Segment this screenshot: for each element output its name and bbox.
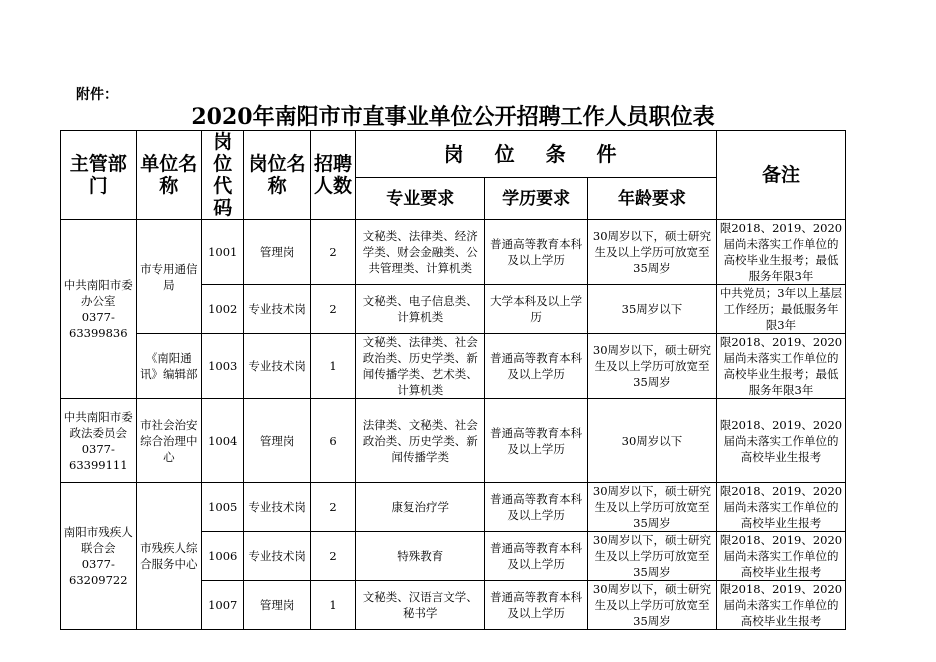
remarks-cell: 中共党员；3年以上基层工作经历；最低服务年限3年 bbox=[716, 285, 845, 334]
code-cell: 1003 bbox=[202, 334, 244, 399]
major-cell: 文秘类、电子信息类、计算机类 bbox=[356, 285, 485, 334]
dept-cell: 南阳市残疾人联合会 0377-63209722 bbox=[61, 483, 137, 630]
post-cell: 管理岗 bbox=[244, 581, 311, 630]
header-count: 招聘人数 bbox=[310, 131, 355, 220]
unit-cell: 市社会治安综合治理中心 bbox=[136, 399, 202, 483]
count-cell: 2 bbox=[310, 483, 355, 532]
unit-cell: 《南阳通讯》编辑部 bbox=[136, 334, 202, 399]
age-cell: 30周岁以下，硕士研究生及以上学历可放宽至35周岁 bbox=[587, 581, 716, 630]
remarks-cell: 限2018、2019、2020届尚未落实工作单位的高校毕业生报考 bbox=[716, 532, 845, 581]
attachment-label: 附件： bbox=[76, 87, 118, 103]
education-cell: 普通高等教育本科及以上学历 bbox=[485, 399, 588, 483]
major-cell: 文秘类、汉语言文学、秘书学 bbox=[356, 581, 485, 630]
remarks-cell: 限2018、2019、2020届尚未落实工作单位的高校毕业生报考 bbox=[716, 483, 845, 532]
table-row bbox=[61, 334, 846, 399]
unit-cell: 市专用通信局 bbox=[136, 220, 202, 334]
age-cell: 30周岁以下，硕士研究生及以上学历可放宽至35周岁 bbox=[587, 334, 716, 399]
post-cell: 专业技术岗 bbox=[244, 334, 311, 399]
education-cell: 大学本科及以上学历 bbox=[485, 285, 588, 334]
header-major: 专业要求 bbox=[356, 178, 485, 220]
count-cell: 2 bbox=[310, 532, 355, 581]
post-cell: 管理岗 bbox=[244, 399, 311, 483]
dept-cell: 中共南阳市委政法委员会 0377-63399111 bbox=[61, 399, 137, 483]
dept-cell: 中共南阳市委办公室 0377-63399836 bbox=[61, 220, 137, 399]
table-row bbox=[61, 220, 846, 285]
count-cell: 2 bbox=[310, 285, 355, 334]
remarks-cell: 限2018、2019、2020届尚未落实工作单位的高校毕业生报考 bbox=[716, 581, 845, 630]
code-cell: 1002 bbox=[202, 285, 244, 334]
major-cell: 康复治疗学 bbox=[356, 483, 485, 532]
major-cell: 特殊教育 bbox=[356, 532, 485, 581]
code-cell: 1004 bbox=[202, 399, 244, 483]
remarks-cell: 限2018、2019、2020届尚未落实工作单位的高校毕业生报考；最低服务年限3年 bbox=[716, 220, 845, 285]
age-cell: 30周岁以下 bbox=[587, 399, 716, 483]
post-cell: 专业技术岗 bbox=[244, 532, 311, 581]
post-cell: 管理岗 bbox=[244, 220, 311, 285]
count-cell: 6 bbox=[310, 399, 355, 483]
table-row bbox=[61, 399, 846, 483]
count-cell: 1 bbox=[310, 334, 355, 399]
education-cell: 普通高等教育本科及以上学历 bbox=[485, 334, 588, 399]
code-cell: 1005 bbox=[202, 483, 244, 532]
header-age: 年龄要求 bbox=[587, 178, 716, 220]
count-cell: 2 bbox=[310, 220, 355, 285]
post-cell: 专业技术岗 bbox=[244, 483, 311, 532]
major-cell: 法律类、文秘类、社会政治类、历史学类、新闻传播学类 bbox=[356, 399, 485, 483]
post-cell: 专业技术岗 bbox=[244, 285, 311, 334]
remarks-cell: 限2018、2019、2020届尚未落实工作单位的高校毕业生报考；最低服务年限3年 bbox=[716, 334, 845, 399]
age-cell: 30周岁以下，硕士研究生及以上学历可放宽至35周岁 bbox=[587, 220, 716, 285]
header-post: 岗位名称 bbox=[244, 131, 311, 220]
remarks-cell: 限2018、2019、2020届尚未落实工作单位的高校毕业生报考 bbox=[716, 399, 845, 483]
age-cell: 35周岁以下 bbox=[587, 285, 716, 334]
age-cell: 30周岁以下，硕士研究生及以上学历可放宽至35周岁 bbox=[587, 483, 716, 532]
count-cell: 1 bbox=[310, 581, 355, 630]
education-cell: 普通高等教育本科及以上学历 bbox=[485, 220, 588, 285]
header-code: 岗位代码 bbox=[202, 131, 244, 220]
unit-cell: 市残疾人综合服务中心 bbox=[136, 483, 202, 630]
header-dept: 主管部门 bbox=[61, 131, 137, 220]
header-unit: 单位名称 bbox=[136, 131, 202, 220]
header-education: 学历要求 bbox=[485, 178, 588, 220]
education-cell: 普通高等教育本科及以上学历 bbox=[485, 581, 588, 630]
code-cell: 1001 bbox=[202, 220, 244, 285]
education-cell: 普通高等教育本科及以上学历 bbox=[485, 532, 588, 581]
header-conditions: 岗 位 条 件 bbox=[356, 131, 717, 178]
code-cell: 1007 bbox=[202, 581, 244, 630]
code-cell: 1006 bbox=[202, 532, 244, 581]
education-cell: 普通高等教育本科及以上学历 bbox=[485, 483, 588, 532]
header-remarks: 备注 bbox=[716, 131, 845, 220]
page-title: 2020年南阳市市直事业单位公开招聘工作人员职位表 bbox=[191, 104, 715, 130]
major-cell: 文秘类、法律类、社会政治类、历史学类、新闻传播学类、艺术类、计算机类 bbox=[356, 334, 485, 399]
age-cell: 30周岁以下，硕士研究生及以上学历可放宽至35周岁 bbox=[587, 532, 716, 581]
major-cell: 文秘类、法律类、经济学类、财会金融类、公共管理类、计算机类 bbox=[356, 220, 485, 285]
table-row bbox=[61, 483, 846, 532]
recruitment-table bbox=[60, 130, 846, 630]
